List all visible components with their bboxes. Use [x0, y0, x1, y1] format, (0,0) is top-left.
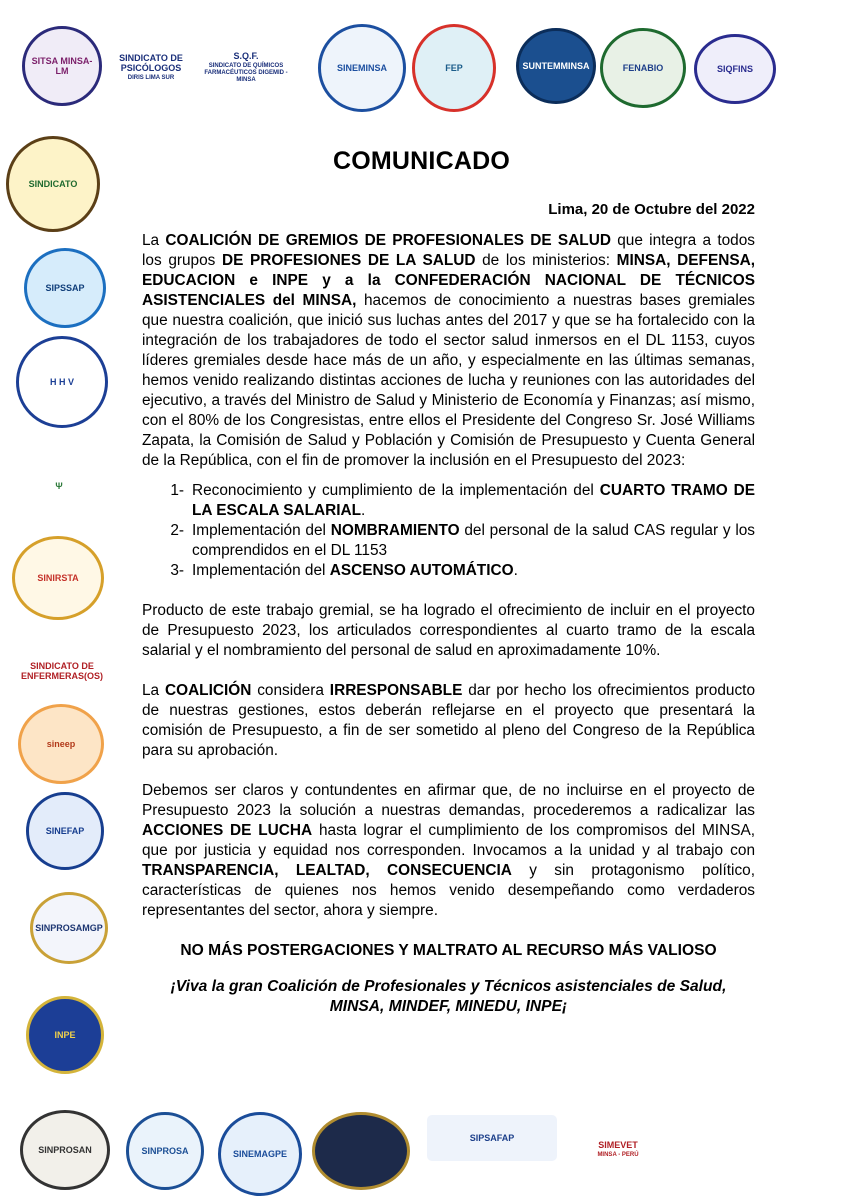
sindicato-psicologos-logo-subtext: DIRIS LIMA SUR — [127, 74, 175, 81]
requirement-number: 2- — [170, 522, 184, 539]
sineminsa-logo — [318, 24, 406, 112]
bold-text-run: TRANSPARENCIA, LEALTAD, CONSECUENCIA — [142, 862, 512, 879]
closing-line-1: ¡Viva la gran Coalición de Profesionales y Técnicos asistenciales de Salud, — [170, 978, 727, 995]
bold-text-run: MINSA, DEFENSA, EDUCACION e INPE y a la CONFEDERACIÓN NACIONAL DE TÉCNICOS ASISTENCIALES del MINSA, — [142, 252, 755, 309]
sindicato-sinbiofarma-logo-text: SINDICATO — [28, 179, 78, 189]
bold-text-run: ACCIONES DE LUCHA — [142, 822, 313, 839]
text-run: que integra a todos los grupos — [142, 232, 755, 269]
text-run: . — [361, 502, 366, 519]
sinursta-logo-text: SINIRSTA — [37, 573, 79, 583]
sipsafap-logo-text: SIPSAFAP — [469, 1133, 515, 1143]
sinprosamgp-logo-text: SINPROSAMGP — [35, 923, 103, 933]
slogan: NO MÁS POSTERGACIONES Y MALTRATO AL RECURSO MÁS VALIOSO — [180, 942, 717, 959]
sinprosan-logo — [20, 1110, 110, 1190]
sindicato-enfermeras-logo — [16, 640, 108, 702]
text-run: hacemos de conocimiento a nuestras bases gremiales que nuestra coalición, que inició sus luchas antes del 2017 y que se ha fortalecido con la integración de los trabajadores de todo el sector salud inmersos en el DL 1153, cuyos líderes gremiales desde hace más de un año, y especialmente en las últimas semanas, hemos venido realizando distintas acciones de lucha y reuniones con las autoridades del ejecutivo, a través del Ministro de Salud y Ministerio de Economía y Finanzas; así mismo, con el 80% de los Congresistas, entre ellos el Presidente del Congreso Sr. José Williams Zapata, la Comisión de Salud y Población y Comisión de Presupuesto y Cuenta General de la República, con el fin de promover la inclusión en el Presupuesto del 2023: — [142, 292, 756, 469]
requirement-text — [192, 561, 755, 581]
suntemminsa-logo-text: SUNTEMMINSA — [522, 61, 590, 71]
text-run: Reconocimiento y cumplimiento de la implementación del — [192, 482, 600, 499]
text-run: del personal de la salud CAS regular y los comprendidos en el DL 1153 — [192, 522, 756, 559]
page-title: COMUNICADO — [333, 147, 510, 175]
text-run: Producto de este trabajo gremial, se ha logrado el ofrecimiento de incluir en el proyecto de Presupuesto 2023, los articulados correspondientes al cuarto tramo de la escala salarial y el nombramiento del personal de salud en aproximadamente 10%. — [142, 602, 755, 659]
hhv-psicologos-logo — [16, 336, 108, 428]
text-run: de los ministerios: — [475, 252, 617, 269]
bold-text-run: CUARTO TRAMO DE LA ESCALA SALARIAL — [192, 482, 755, 519]
sqf-logo-subtext: SINDICATO DE QUÍMICOS FARMACÉUTICOS DIGEMID - MINSA — [204, 62, 288, 83]
text-run: Debemos ser claros y contundentes en afirmar que, de no incluirse en el proyecto de Presupuesto 2023 la solución a nuestras demandas, procederemos a radicalizar las — [142, 782, 755, 819]
hhv-psicologos-logo-text: H H V — [49, 377, 74, 387]
bold-text-run: NOMBRAMIENTO — [330, 522, 460, 539]
psicologos-rimac-logo — [18, 446, 100, 526]
text-run: dar por hecho los ofrecimientos producto de nuestras gestiones, estos deberán reflejarse en el proyecto que presentará la comisión de Presupuesto, a fin de ser sometido al pleno del Congreso de la República para su aprobación. — [142, 682, 755, 759]
sinemagpe-logo-text: SINEMAGPE — [232, 1149, 287, 1159]
fenabio-logo — [600, 28, 686, 108]
sinursta-logo — [12, 536, 104, 620]
bold-text-run: IRRESPONSABLE — [329, 682, 463, 699]
text-run: considera — [251, 682, 330, 699]
text-run: hasta lograr el cumplimiento de los compromisos del MINSA, que por justicia y equidad nos corresponden. Invocamos a la unidad y al trabajo con — [142, 822, 755, 859]
sineep-logo-text: sineep — [46, 739, 76, 749]
sitsa-minsa-logo-text: SITSA MINSA-LM — [31, 56, 93, 76]
requirement-item — [142, 561, 755, 581]
siqfins-logo-text: SIQFINS — [716, 64, 753, 74]
simevet-logo — [580, 1106, 656, 1192]
sinprosa-logo-text: SINPROSA — [141, 1146, 189, 1156]
fenabio-logo-text: FENABIO — [622, 63, 664, 73]
text-run: La — [142, 232, 166, 249]
sqf-logo — [196, 36, 296, 98]
inpe-logo-text: INPE — [54, 1030, 76, 1040]
sinprosamgp-logo — [30, 892, 108, 964]
sineep-logo — [18, 704, 104, 784]
sinprosan-logo-text: SINPROSAN — [38, 1145, 92, 1155]
body-paragraphs — [142, 601, 755, 921]
bold-text-run: COALICIÓN — [164, 682, 252, 699]
body-paragraph — [142, 681, 755, 761]
sindicato-psicologos-logo-text: SINDICATO DE PSICÓLOGOS — [119, 52, 183, 73]
sipssap-logo-text: SIPSSAP — [45, 283, 85, 293]
text-run: Implementación del — [192, 522, 331, 539]
simevet-logo-text: SIMEVET — [598, 1139, 638, 1150]
requirement-item — [142, 481, 755, 521]
sinemagpe-logo — [218, 1112, 302, 1196]
text-run: . — [513, 562, 518, 579]
suntemminsa-logo — [516, 28, 596, 104]
siqfins-logo — [694, 34, 776, 104]
sinprosa-logo — [126, 1112, 204, 1190]
sinefap-logo — [26, 792, 104, 870]
bold-text-run: DE PROFESIONES DE LA SALUD — [222, 252, 476, 269]
requirements-list — [142, 481, 755, 581]
bold-text-run: COALICIÓN DE GREMIOS DE PROFESIONALES DE SALUD — [165, 232, 611, 249]
text-run: Implementación del — [192, 562, 330, 579]
body-paragraph — [142, 781, 755, 921]
sindicato-medico-naval-logo — [312, 1112, 410, 1190]
sipsafap-logo — [424, 1112, 560, 1164]
sindicato-psicologos-logo — [108, 22, 194, 112]
requirement-number: 3- — [170, 562, 184, 579]
closing-cheer — [142, 977, 755, 1017]
simevet-logo-subtext: MINSA - PERÚ — [597, 1151, 639, 1158]
text-run: y sin protagonismo político, características de quienes nos hemos venido desempeñando como verdaderos representantes del sector, ahora y siempre. — [142, 862, 755, 919]
requirement-number: 1- — [170, 482, 184, 499]
sipssap-logo — [24, 248, 106, 328]
sitsa-minsa-logo — [22, 26, 102, 106]
requirement-text — [192, 521, 755, 561]
psicologos-rimac-logo-text: Ψ — [55, 481, 63, 491]
inpe-logo — [26, 996, 104, 1074]
document-body — [142, 231, 755, 1017]
sineminsa-logo-text: SINEMINSA — [336, 63, 387, 73]
body-paragraph — [142, 601, 755, 661]
document-date: Lima, 20 de Octubre del 2022 — [548, 201, 755, 218]
requirement-item — [142, 521, 755, 561]
text-run: La — [142, 682, 165, 699]
sindicato-enfermeras-logo-text: SINDICATO DE ENFERMERAS(OS) — [21, 661, 104, 681]
intro-paragraph — [142, 231, 755, 471]
sqf-logo-text: S.Q.F. — [233, 50, 259, 61]
requirement-text — [192, 481, 755, 521]
closing-line-2: MINSA, MINDEF, MINEDU, INPE¡ — [329, 998, 568, 1015]
bold-text-run: ASCENSO AUTOMÁTICO — [329, 562, 514, 579]
fep-logo — [412, 24, 496, 112]
sinefap-logo-text: SINEFAP — [45, 826, 85, 836]
fep-logo-text: FEP — [445, 63, 463, 73]
